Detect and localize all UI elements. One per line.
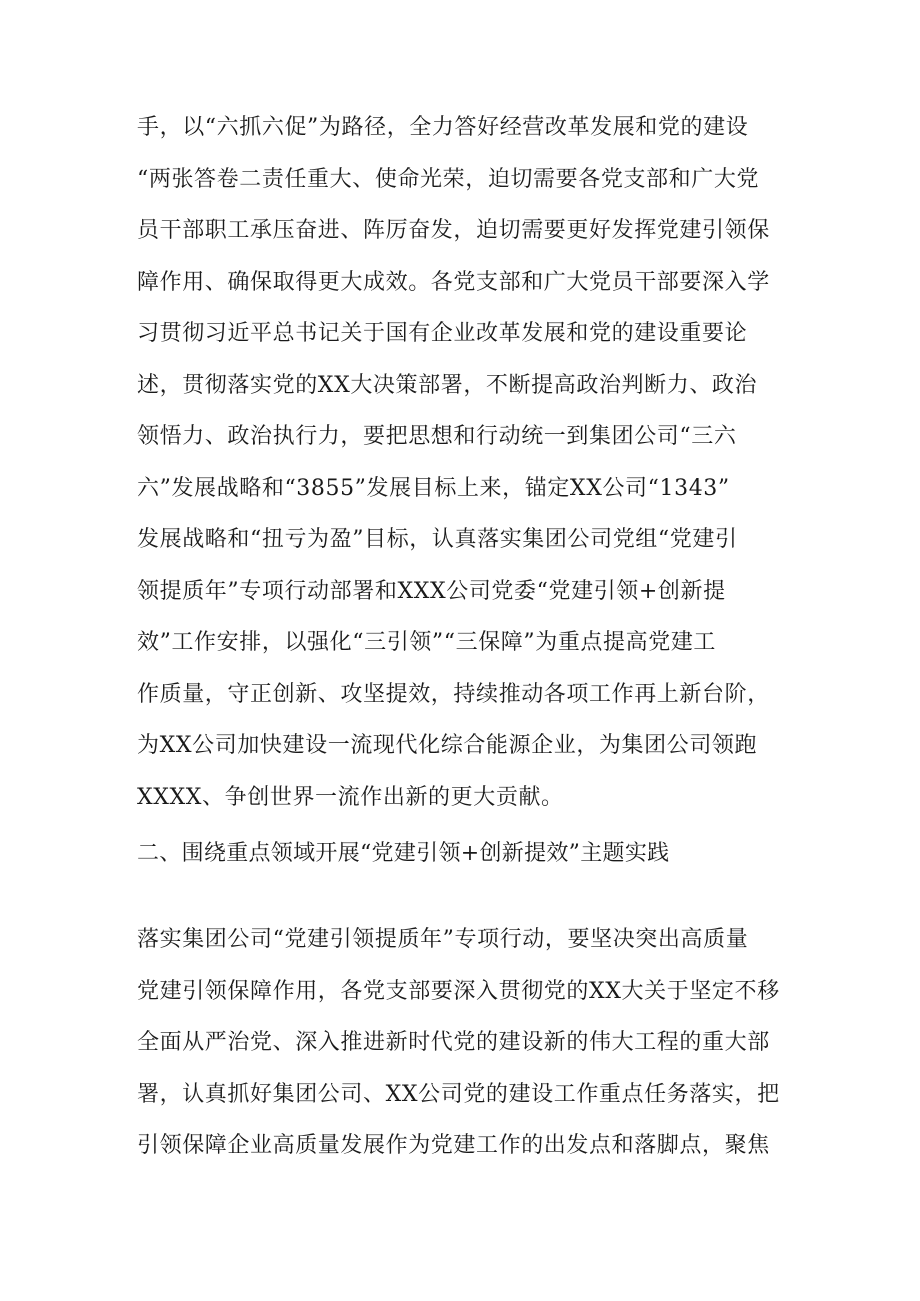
paragraph-line: 手，以“六抓六促”为路径，全力答好经营改革发展和党的建设 [137, 115, 749, 140]
paragraph-line: 为XX公司加快建设一流现代化综合能源企业，为集团公司领跑 [137, 733, 758, 758]
paragraph-line: 党建引领保障作用，各党支部要深入贯彻党的XX大关于坚定不移 [137, 978, 780, 1004]
paragraph-line: 障作用、确保取得更大成效。各党支部和广大党员干部要深入学 [137, 269, 770, 295]
paragraph-line: 引领保障企业高质量发展作为党建工作的出发点和落脚点，聚焦 [137, 1133, 770, 1158]
paragraph-line: 领悟力、政治执行力，要把思想和行动统一到集团公司“三六 [137, 424, 737, 449]
paragraph-line: 效”工作安排，以强化“三引领”“三保障”为重点提高党建工 [137, 630, 717, 655]
paragraph-line: 员干部职工承压奋进、阵厉奋发，迫切需要更好发挥党建引领保 [137, 218, 770, 243]
paragraph-line: 署，认真抓好集团公司、XX公司党的建设工作重点任务落实，把 [137, 1081, 780, 1107]
paragraph-line: 述，贯彻落实党的XX大决策部署，不断提高政治判断力、政治 [137, 372, 758, 398]
paragraph-line: 发展战略和“扭亏为盈”目标，认真落实集团公司党组“党建引 [137, 527, 738, 552]
paragraph-line: 作质量，守正创新、攻坚提效，持续推动各项工作再上新台阶， [137, 681, 770, 707]
paragraph-line: 落实集团公司“党建引领提质年”专项行动，要坚决突出高质量 [137, 927, 749, 952]
paragraph-line: 领提质年”专项行动部署和XXX公司党委“党建引领+创新提 [137, 578, 726, 604]
paragraph-line: XXXX、争创世界一流作出新的更大贡献。 [137, 784, 564, 810]
paragraph-line: “两张答卷二责任重大、使命光荣，迫切需要各党支部和广大党 [137, 166, 760, 192]
section-heading: 二、围绕重点领域开展“党建引领+创新提效”主题实践 [137, 841, 670, 866]
paragraph-line: 全面从严治党、深入推进新时代党的建设新的伟大工程的重大部 [137, 1030, 770, 1055]
paragraph-line: 习贯彻习近平总书记关于国有企业改革发展和党的建设重要论 [137, 321, 748, 346]
paragraph-line: 六”发展战略和“3855”发展目标上来，锚定XX公司“1343” [137, 475, 730, 501]
